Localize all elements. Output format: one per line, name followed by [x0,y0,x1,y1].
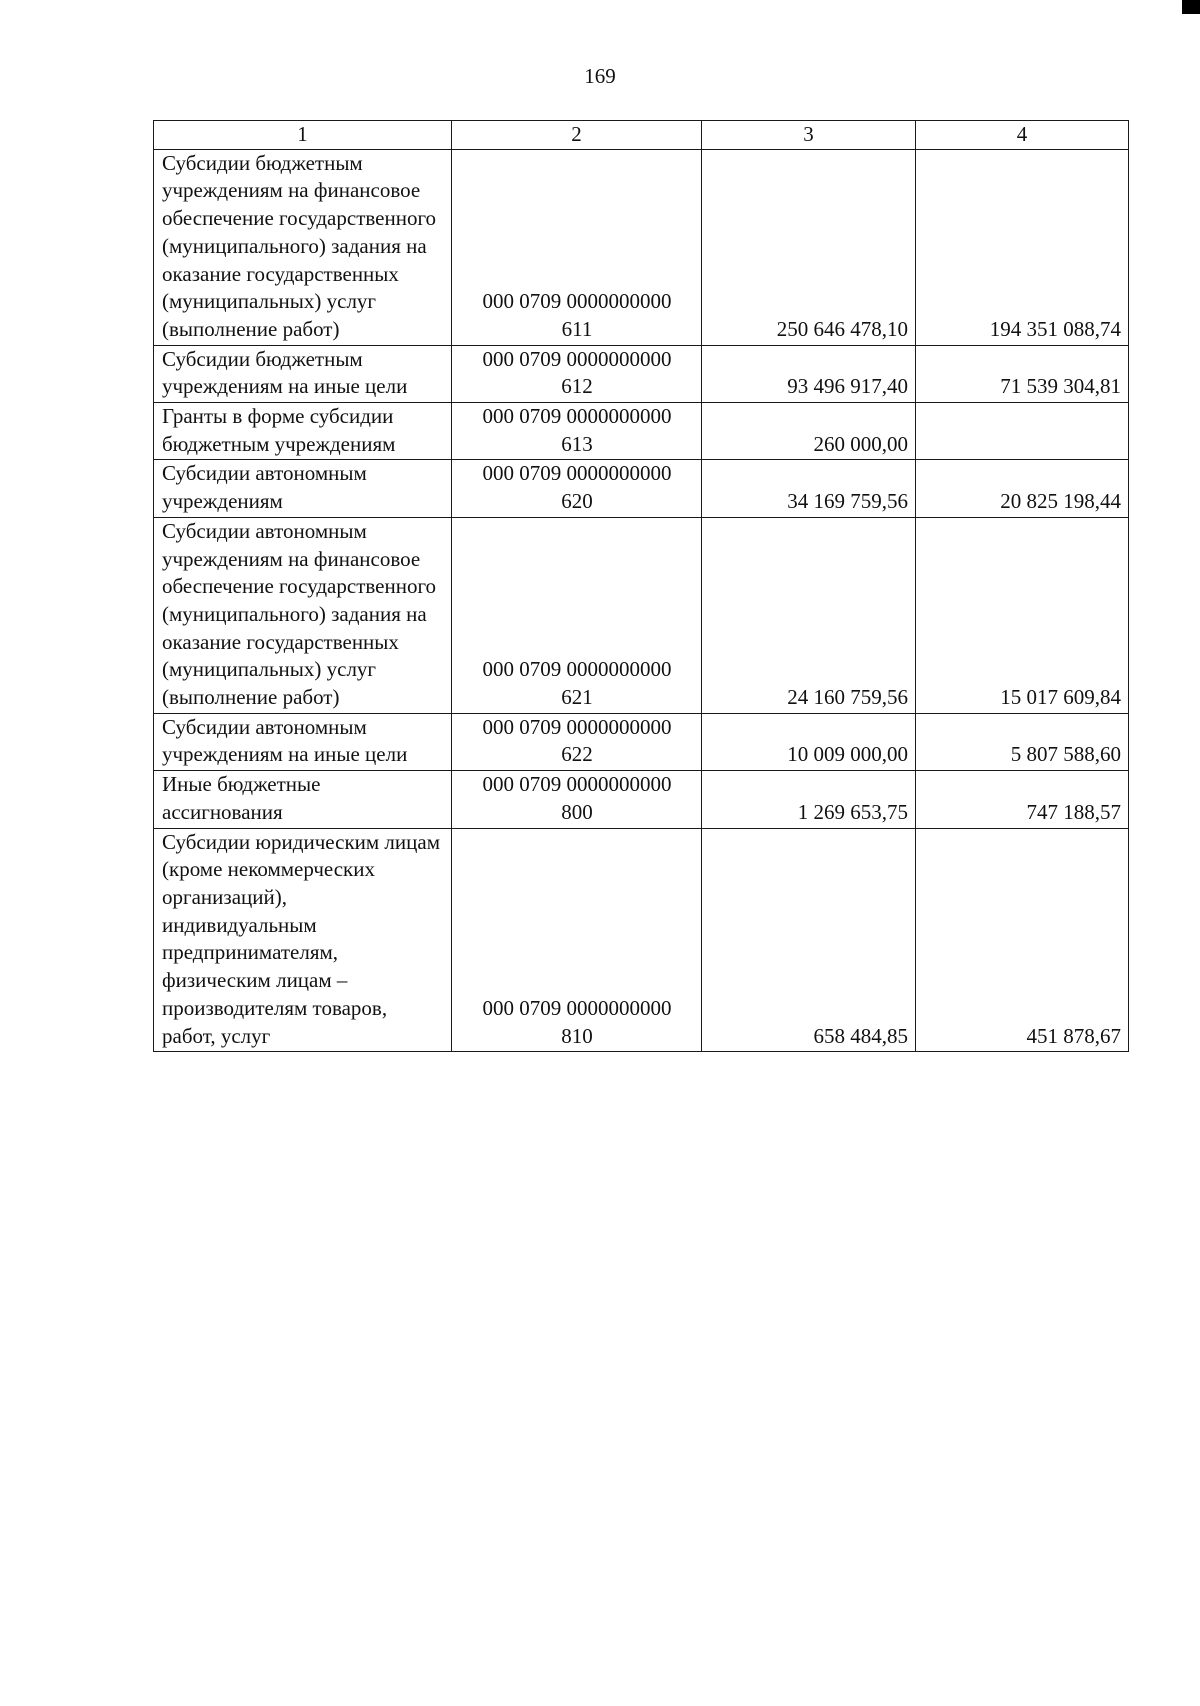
row-name: Субсидии юридическим лицам (кроме некоммерческих организаций), индивидуальным предпринимателям, физическим лицам – производителям товаров, работ, услуг [154,828,452,1052]
row-amount-col3: 250 646 478,10 [702,149,916,345]
row-code-line2: 800 [561,799,593,824]
budget-table-body [154,121,1129,1052]
row-code-line1: 000 0709 0000000000 [482,289,672,314]
row-amount-col4: 747 188,57 [916,771,1129,828]
row-code-line1: 000 0709 0000000000 [482,461,672,486]
row-code-line1: 000 0709 0000000000 [482,714,672,739]
row-amount-col4: 5 807 588,60 [916,713,1129,770]
row-code [452,403,702,460]
row-amount-col4 [916,403,1129,460]
row-code-line1: 000 0709 0000000000 [482,346,672,371]
page-number: 169 [584,64,616,88]
row-amount-col3: 24 160 759,56 [702,517,916,713]
row-code [452,771,702,828]
row-amount-col3: 658 484,85 [702,828,916,1052]
row-amount-col4: 20 825 198,44 [916,460,1129,517]
row-code-line2: 620 [561,489,593,514]
row-amount-col3: 10 009 000,00 [702,713,916,770]
table-row [154,828,1129,1052]
row-code [452,713,702,770]
row-code [452,345,702,402]
row-name: Субсидии бюджетным учреждениям на иные цели [154,345,452,402]
row-name: Гранты в форме субсидии бюджетным учреждениям [154,403,452,460]
row-amount-col3: 93 496 917,40 [702,345,916,402]
scan-corner-mark [1182,0,1200,14]
row-amount-col3: 34 169 759,56 [702,460,916,517]
row-code-line2: 612 [561,374,593,399]
table-header-row [154,121,1129,150]
table-row [154,403,1129,460]
table-row [154,149,1129,345]
row-code-line2: 613 [561,431,593,456]
row-amount-col3: 260 000,00 [702,403,916,460]
column-header-3: 3 [702,121,916,150]
row-code [452,828,702,1052]
row-amount-col3: 1 269 653,75 [702,771,916,828]
row-code-line1: 000 0709 0000000000 [482,995,672,1020]
row-code-line2: 611 [561,316,593,341]
column-header-1: 1 [154,121,452,150]
column-header-4: 4 [916,121,1129,150]
table-row [154,345,1129,402]
row-code-line2: 622 [561,742,593,767]
row-code-line1: 000 0709 0000000000 [482,657,672,682]
row-name: Субсидии автономным учреждениям на финансовое обеспечение государственного (муниципального) задания на оказание государственных (муниципальных) услуг (выполнение работ) [154,517,452,713]
row-code-line2: 621 [561,685,593,710]
row-code [452,149,702,345]
row-code [452,517,702,713]
row-name: Субсидии автономным учреждениям на иные цели [154,713,452,770]
row-name: Субсидии бюджетным учреждениям на финансовое обеспечение государственного (муниципального) задания на оказание государственных (муниципальных) услуг (выполнение работ) [154,149,452,345]
row-name: Иные бюджетные ассигнования [154,771,452,828]
row-code-line1: 000 0709 0000000000 [482,772,672,797]
row-amount-col4: 71 539 304,81 [916,345,1129,402]
row-amount-col4: 15 017 609,84 [916,517,1129,713]
column-header-2: 2 [452,121,702,150]
budget-table [153,120,1129,1052]
row-code [452,460,702,517]
row-amount-col4: 194 351 088,74 [916,149,1129,345]
row-amount-col4: 451 878,67 [916,828,1129,1052]
row-code-line1: 000 0709 0000000000 [482,404,672,429]
table-row [154,460,1129,517]
table-row [154,771,1129,828]
table-row [154,517,1129,713]
row-name: Субсидии автономным учреждениям [154,460,452,517]
table-row [154,713,1129,770]
row-code-line2: 810 [561,1023,593,1048]
